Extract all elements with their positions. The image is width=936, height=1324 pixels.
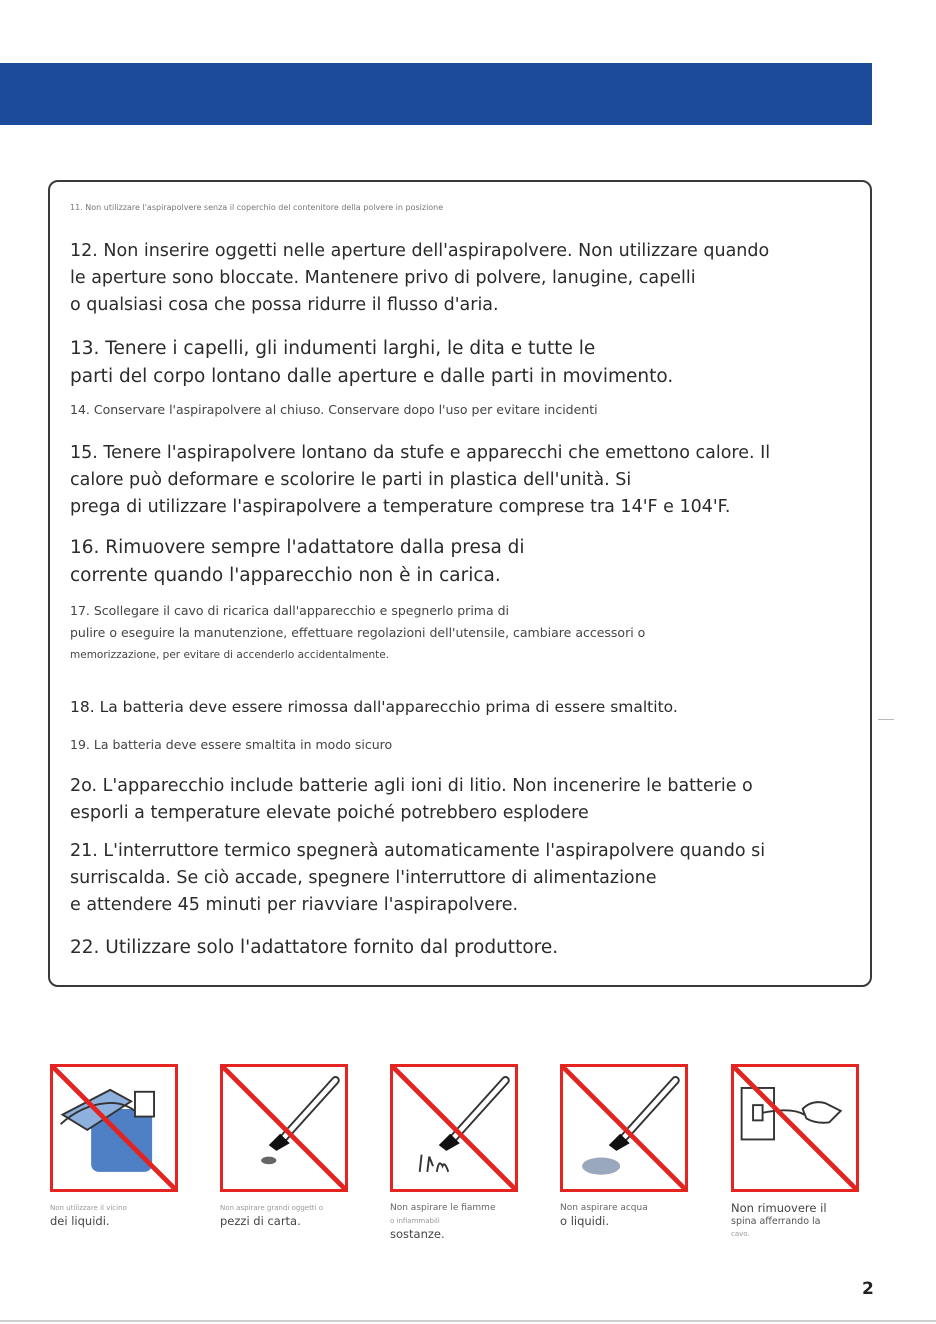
- rule-11-line: 11. Non utilizzare l'aspirapolvere senza il coperchio del contenitore della polvere in posizione: [70, 203, 444, 212]
- rule-20-line-1: 2o. L'apparecchio include batterie agli ioni di litio. Non incenerire le batterie o: [70, 776, 753, 796]
- rule-13: [70, 335, 860, 391]
- caption-no-flammable: [390, 1202, 530, 1241]
- rule-21-line-2: surriscalda. Se ciò accade, spegnere l'interruttore di alimentazione: [70, 868, 657, 888]
- caption-no-liquid: [50, 1202, 190, 1228]
- rule-12: [70, 238, 860, 319]
- no-liquid-pouring-icon: [50, 1064, 178, 1192]
- rule-20: [70, 773, 860, 827]
- rule-15-line-3: prega di utilizzare l'aspirapolvere a temperature comprese tra 14'F e 104'F.: [70, 497, 731, 517]
- caption-no-pulling-cord-line-1: Non rimuovere il: [731, 1201, 827, 1215]
- caption-no-water-line-2: o liquidi.: [560, 1214, 610, 1228]
- rule-12-line-2: le aperture sono bloccate. Mantenere privo di polvere, lanugine, capelli: [70, 268, 696, 288]
- rule-17-line-3: memorizzazione, per evitare di accenderlo accidentalmente.: [70, 649, 390, 661]
- rule-16-line-2: corrente quando l'apparecchio non è in carica.: [70, 565, 501, 586]
- caption-no-liquid-line-2: dei liquidi.: [50, 1214, 110, 1228]
- rule-15-line-1: 15. Tenere l'aspirapolvere lontano da stufe e apparecchi che emettono calore. Il: [70, 443, 771, 463]
- no-flammable-icon: [390, 1064, 518, 1192]
- rule-14-line: 14. Conservare l'aspirapolvere al chiuso. Conservare dopo l'uso per evitare incidenti: [70, 402, 598, 417]
- rule-17-line-1: 17. Scollegare il cavo di ricarica dall'apparecchio e spegnerlo prima di: [70, 603, 510, 618]
- rule-13-line-1: 13. Tenere i capelli, gli indumenti larghi, le dita e tutte le: [70, 338, 596, 359]
- caption-no-pulling-cord: [731, 1202, 871, 1241]
- rule-15: [70, 440, 860, 521]
- rule-21-line-3: e attendere 45 minuti per riavviare l'aspirapolvere.: [70, 895, 519, 915]
- rule-19: [70, 734, 860, 756]
- bottom-rule: [0, 1320, 936, 1322]
- rule-12-line-3: o qualsiasi cosa che possa ridurre il flusso d'aria.: [70, 295, 499, 315]
- rule-18-line: 18. La batteria deve essere rimossa dall'apparecchio prima di essere smaltito.: [70, 698, 678, 716]
- rule-12-line-1: 12. Non inserire oggetti nelle aperture dell'aspirapolvere. Non utilizzare quando: [70, 241, 770, 261]
- rule-17-line-2: pulire o eseguire la manutenzione, effettuare regolazioni dell'utensile, cambiare accessori o: [70, 625, 646, 640]
- rule-16: [70, 534, 860, 590]
- rule-20-line-2: esporli a temperature elevate poiché potrebbero esplodere: [70, 803, 589, 823]
- rule-13-line-2: parti del corpo lontano dalle aperture e dalle parti in movimento.: [70, 366, 674, 387]
- caption-no-paper-line-1: Non aspirare grandi oggetti o: [220, 1204, 324, 1212]
- caption-no-flammable-line-1: Non aspirare le fiamme: [390, 1203, 496, 1213]
- rule-14: [70, 399, 860, 421]
- header-band: [0, 63, 872, 125]
- page-number: 2: [862, 1279, 874, 1299]
- no-water-icon: [560, 1064, 688, 1192]
- rule-21-line-1: 21. L'interruttore termico spegnerà automaticamente l'aspirapolvere quando si: [70, 841, 766, 861]
- caption-no-paper-line-2: pezzi di carta.: [220, 1214, 301, 1228]
- caption-no-flammable-line-2: o infiammabili: [390, 1217, 440, 1225]
- caption-no-water-line-1: Non aspirare acqua: [560, 1203, 648, 1213]
- rule-16-line-1: 16. Rimuovere sempre l'adattatore dalla presa di: [70, 537, 525, 558]
- rule-15-line-2: calore può deformare e scolorire le parti in plastica dell'unità. Si: [70, 470, 632, 490]
- rule-19-line: 19. La batteria deve essere smaltita in modo sicuro: [70, 737, 393, 752]
- margin-mark: [878, 719, 894, 720]
- caption-no-paper: [220, 1202, 360, 1228]
- rule-22: [70, 934, 860, 962]
- no-pulling-cord-icon: [731, 1064, 859, 1192]
- rule-22-line: 22. Utilizzare solo l'adattatore fornito dal produttore.: [70, 937, 559, 958]
- caption-no-flammable-line-3: sostanze.: [390, 1227, 445, 1241]
- caption-no-liquid-line-1: Non utilizzare il vicino: [50, 1204, 127, 1212]
- rule-11: [70, 203, 860, 212]
- rule-18: [70, 694, 860, 720]
- rule-21: [70, 838, 860, 919]
- caption-no-pulling-cord-line-3: cavo.: [731, 1230, 750, 1238]
- caption-no-water: [560, 1202, 700, 1228]
- rule-17: [70, 600, 860, 666]
- caption-no-pulling-cord-line-2: spina afferrando la: [731, 1216, 821, 1227]
- no-paper-pieces-icon: [220, 1064, 348, 1192]
